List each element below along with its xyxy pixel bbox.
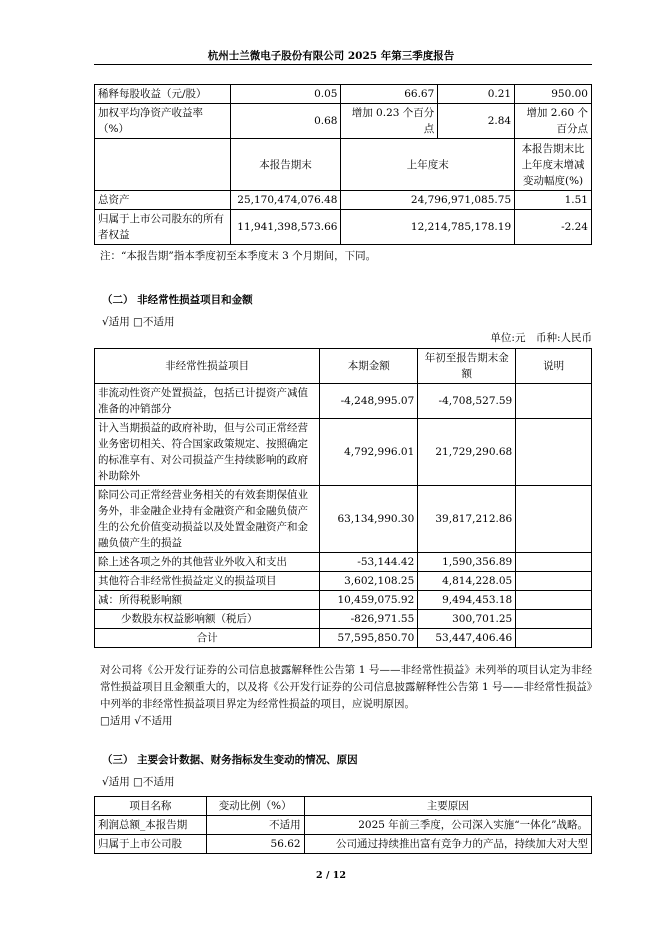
applicable-status: √适用 □不适用 [102, 316, 175, 328]
table-row [95, 816, 592, 835]
cell: -53,144.42 [320, 553, 418, 572]
section-title: （二） 非经常性损益项目和金额 [102, 294, 253, 306]
non-recurring-table [94, 348, 592, 648]
key-financial-table [94, 84, 592, 245]
section-title-3: （三） 主要会计数据、财务指标发生变动的情况、原因 [102, 754, 358, 766]
table-total-row [95, 629, 592, 648]
cell: -2.24 [515, 210, 592, 245]
table-row [95, 486, 592, 553]
cell: 4,792,996.01 [320, 419, 418, 486]
cell: 非流动性资产处置损益，包括已计提资产减值准备的冲销部分 [95, 384, 320, 419]
cell: 0.21 [438, 85, 515, 104]
table-header-row [95, 139, 592, 191]
table-row [95, 384, 592, 419]
row-label: 加权平均净资产收益率（%） [95, 104, 231, 139]
cell: 300,701.25 [418, 610, 516, 629]
cell: 10,459,075.92 [320, 591, 418, 610]
cell: 增加 2.60 个百分点 [515, 104, 592, 139]
cell: 公司通过持续推出富有竞争力的产品，持续加大对大型 [304, 835, 591, 854]
cell: 1,590,356.89 [418, 553, 516, 572]
header-rule [94, 64, 592, 65]
cell: 39,817,212.86 [418, 486, 516, 553]
change-reason-table [94, 796, 592, 854]
cell: 1.51 [515, 191, 592, 210]
column-header: 项目名称 [95, 797, 207, 816]
cell: 3,602,108.25 [320, 572, 418, 591]
cell [516, 384, 592, 419]
column-header: 年初至报告期末金额 [418, 349, 516, 384]
cell: 9,494,453.18 [418, 591, 516, 610]
table-row [95, 210, 592, 245]
page-header: 杭州士兰微电子股份有限公司 2025 年第三季度报告 [207, 50, 455, 62]
column-header: 说明 [516, 349, 592, 384]
cell: 11,941,398,573.66 [230, 210, 341, 245]
cell: 除同公司正常经营业务相关的有效套期保值业务外，非金融企业持有金融资产和金融负债产生的公允价值变动损益以及处置金融资产和金融负债产生的损益 [95, 486, 320, 553]
explanation-paragraph: 对公司将《公开发行证券的公司信息披露解释性公告第 1 号——非经常性损益》未列举的项目认定为非经常性损益项目且金额重大的，以及将《公开发行证券的公司信息披露解释性公告第 1 号——非经常性损益》中列举的非经常性损益项目界定为经常性损益的项目，应说明原因。 [100, 664, 592, 710]
cell [516, 486, 592, 553]
cell: 25,170,474,076.48 [230, 191, 341, 210]
cell: 利润总额_本报告期 [95, 816, 207, 835]
cell: 除上述各项之外的其他营业外收入和支出 [95, 553, 320, 572]
cell [516, 553, 592, 572]
cell: 2025 年前三季度，公司深入实施“一体化”战略。 [304, 816, 591, 835]
table-row [95, 610, 592, 629]
table-note: 注：“本报告期”指本季度初至本季度末 3 个月期间，下同。 [100, 250, 377, 262]
cell: 减：所得税影响额 [95, 591, 320, 610]
cell: 计入当期损益的政府补助，但与公司正常经营业务密切相关、符合国家政策规定、按照确定的标准享有、对公司损益产生持续影响的政府补助除外 [95, 419, 320, 486]
cell: 57,595,850.70 [320, 629, 418, 648]
table-row [95, 591, 592, 610]
cell [516, 629, 592, 648]
row-label: 总资产 [95, 191, 231, 210]
cell: -4,708,527.59 [418, 384, 516, 419]
applicable-status-2: □适用 √不适用 [100, 715, 173, 727]
cell [516, 591, 592, 610]
cell: 950.00 [515, 85, 592, 104]
cell: 2.84 [438, 104, 515, 139]
applicable-status-3: √适用 □不适用 [102, 776, 175, 788]
table-header-row [95, 349, 592, 384]
page-number: 2 / 12 [316, 870, 346, 881]
unit-label: 单位:元 币种:人民币 [490, 332, 592, 344]
column-header: 本报告期末比上年度末增减变动幅度(%) [515, 139, 592, 191]
table-row [95, 553, 592, 572]
table-row [95, 191, 592, 210]
column-header: 主要原因 [304, 797, 591, 816]
cell [516, 572, 592, 591]
cell: -826,971.55 [320, 610, 418, 629]
cell [95, 139, 231, 191]
cell: 增加 0.23 个百分点 [341, 104, 438, 139]
cell: 少数股东权益影响额（税后） [95, 610, 320, 629]
column-header: 非经常性损益项目 [95, 349, 320, 384]
cell: 63,134,990.30 [320, 486, 418, 553]
table-row [95, 572, 592, 591]
cell: 不适用 [206, 816, 304, 835]
column-header: 本期金额 [320, 349, 418, 384]
column-header: 上年度末 [341, 139, 515, 191]
table-row [95, 104, 592, 139]
cell: 0.05 [230, 85, 341, 104]
cell [516, 610, 592, 629]
cell: 56.62 [206, 835, 304, 854]
table-row [95, 85, 592, 104]
cell: 21,729,290.68 [418, 419, 516, 486]
cell: 4,814,228.05 [418, 572, 516, 591]
cell: 其他符合非经常性损益定义的损益项目 [95, 572, 320, 591]
cell: 53,447,406.46 [418, 629, 516, 648]
row-label: 归属于上市公司股东的所有者权益 [95, 210, 231, 245]
row-label: 稀释每股收益（元/股） [95, 85, 231, 104]
cell: 合计 [95, 629, 320, 648]
cell: 归属于上市公司股 [95, 835, 207, 854]
cell: -4,248,995.07 [320, 384, 418, 419]
cell: 0.68 [230, 104, 341, 139]
cell: 12,214,785,178.19 [341, 210, 515, 245]
cell: 24,796,971,085.75 [341, 191, 515, 210]
cell [516, 419, 592, 486]
column-header: 变动比例（%） [206, 797, 304, 816]
cell: 66.67 [341, 85, 438, 104]
table-row [95, 835, 592, 854]
table-row [95, 419, 592, 486]
table-header-row [95, 797, 592, 816]
column-header: 本报告期末 [230, 139, 341, 191]
